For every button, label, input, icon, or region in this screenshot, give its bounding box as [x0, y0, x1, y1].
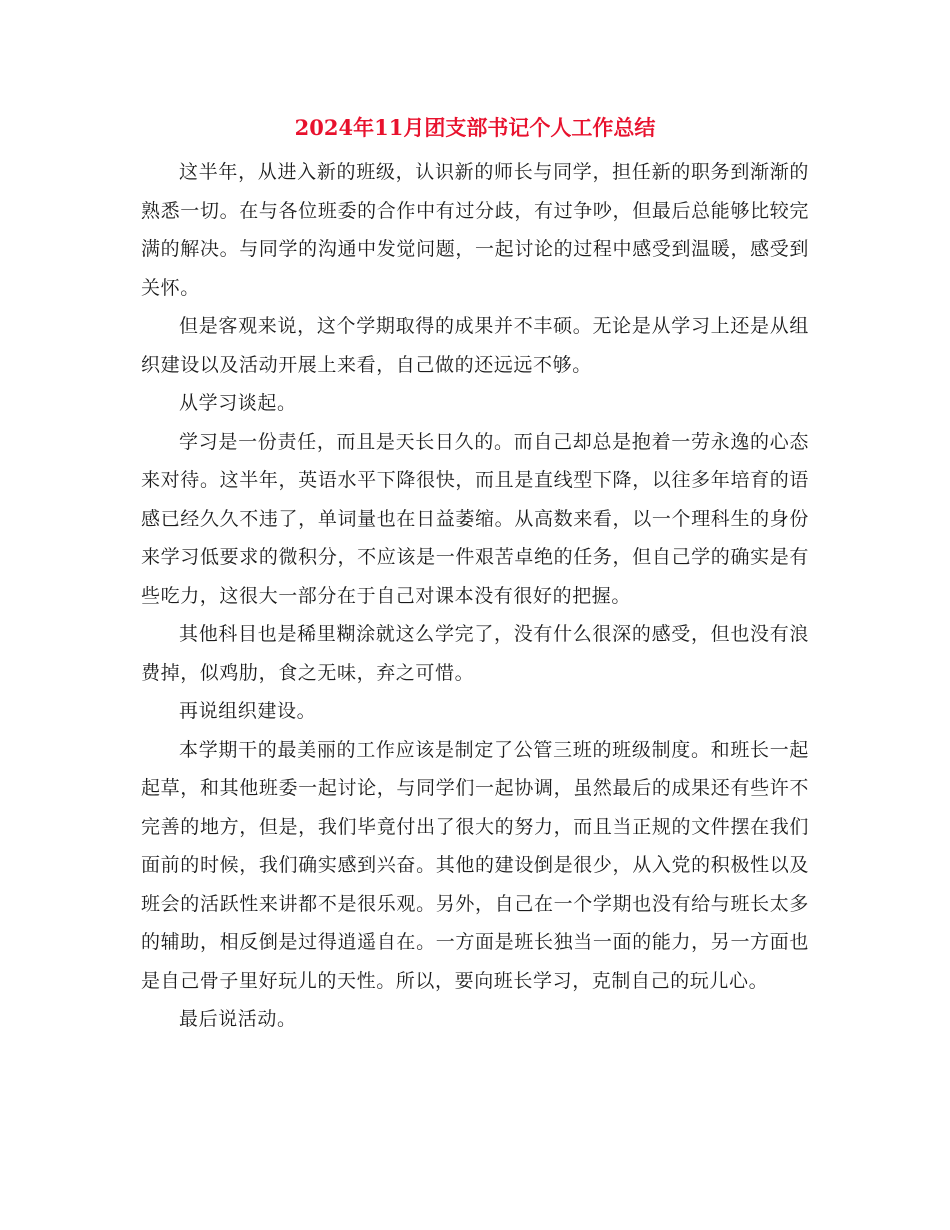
- section-heading-study: 从学习谈起。: [179, 392, 297, 414]
- paragraph: 这半年，从进入新的班级，认识新的师长与同学，担任新的职务到渐渐的熟悉一切。在与各位班委的合作中有过分歧，有过争吵，但最后总能够比较完满的解决。与同学的沟通中发觉问题，一起讨论的过程中感受到温暖，感受到关怀。: [141, 161, 809, 299]
- document-body: [141, 153, 809, 1039]
- paragraph: 但是客观来说，这个学期取得的成果并不丰硕。无论是从学习上还是从组织建设以及活动开展上来看，自己做的还远远不够。: [141, 315, 809, 376]
- section-heading-activities: 最后说活动。: [179, 1008, 297, 1030]
- paragraph: 其他科目也是稀里糊涂就这么学完了，没有什么很深的感受，但也没有浪费掉，似鸡肋，食之无味，弃之可惜。: [141, 623, 809, 684]
- section-heading-organization: 再说组织建设。: [179, 700, 317, 722]
- document-title: 2024年11月团支部书记个人工作总结: [294, 115, 656, 140]
- paragraph: 本学期干的最美丽的工作应该是制定了公管三班的班级制度。和班长一起起草，和其他班委一起讨论，与同学们一起协调，虽然最后的成果还有些许不完善的地方，但是，我们毕竟付出了很大的努力，而且当正规的文件摆在我们面前的时候，我们确实感到兴奋。其他的建设倒是很少，从入党的积极性以及班会的活跃性来讲都不是很乐观。另外，自己在一个学期也没有给与班长太多的辅助，相反倒是过得逍遥自在。一方面是班长独当一面的能力，另一方面也是自己骨子里好玩儿的天性。所以，要向班长学习，克制自己的玩儿心。: [141, 738, 809, 992]
- paragraph: 学习是一份责任，而且是天长日久的。而自己却总是抱着一劳永逸的心态来对待。这半年，英语水平下降很快，而且是直线型下降，以往多年培育的语感已经久久不违了，单词量也在日益萎缩。从高数来看，以一个理科生的身份来学习低要求的微积分，不应该是一件艰苦卓绝的任务，但自己学的确实是有些吃力，这很大一部分在于自己对课本没有很好的把握。: [141, 430, 809, 607]
